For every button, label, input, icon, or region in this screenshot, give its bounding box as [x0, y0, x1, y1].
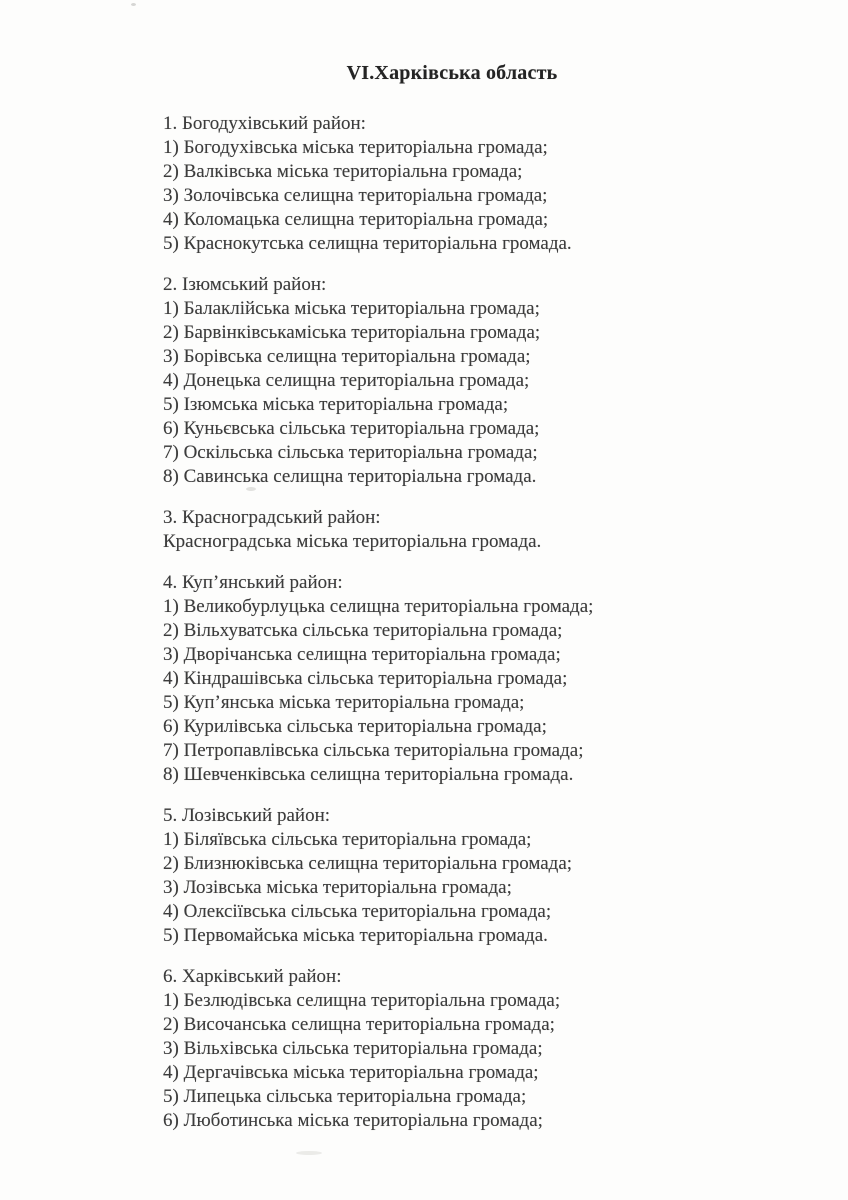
community-item: 7) Оскільська сільська територіальна громада; — [163, 442, 538, 463]
sections-container — [163, 112, 808, 1133]
district-heading: 4. Куп’янський район: — [163, 572, 343, 593]
community-item: 5) Куп’янська міська територіальна громада; — [163, 692, 525, 713]
community-item: 3) Лозівська міська територіальна громада; — [163, 877, 512, 898]
district-section — [163, 571, 808, 787]
district-section — [163, 965, 808, 1133]
community-item: 2) Валківська міська територіальна громада; — [163, 161, 523, 182]
community-item: 1) Біляївська сільська територіальна громада; — [163, 829, 532, 850]
community-item: 2) Вільхуватська сільська територіальна громада; — [163, 620, 563, 641]
community-item: 3) Золочівська селищна територіальна громада; — [163, 185, 548, 206]
district-heading: 3. Красноградський район: — [163, 507, 381, 528]
district-section — [163, 804, 808, 948]
community-item: 1) Балаклійська міська територіальна громада; — [163, 298, 540, 319]
district-section — [163, 273, 808, 489]
community-item: 1) Великобурлуцька селищна територіальна громада; — [163, 596, 594, 617]
community-item: 2) Височанська селищна територіальна громада; — [163, 1014, 555, 1035]
district-heading: 1. Богодухівський район: — [163, 113, 366, 134]
community-item: 1) Безлюдівська селищна територіальна громада; — [163, 990, 561, 1011]
community-item: 2) Барвінківськаміська територіальна громада; — [163, 322, 541, 343]
community-item: 7) Петропавлівська сільська територіальна громада; — [163, 740, 584, 761]
community-item: Красноградська міська територіальна громада. — [163, 531, 542, 552]
community-item: 4) Кіндрашівська сільська територіальна громада; — [163, 668, 568, 689]
community-item: 1) Богодухівська міська територіальна громада; — [163, 137, 548, 158]
community-item: 2) Близнюківська селищна територіальна громада; — [163, 853, 573, 874]
district-heading: 6. Харківський район: — [163, 966, 342, 987]
scan-artifact — [296, 1151, 322, 1155]
page-title: VI.Харківська область — [346, 62, 558, 84]
community-item: 5) Ізюмська міська територіальна громада; — [163, 394, 509, 415]
community-item: 8) Савинська селищна територіальна громада. — [163, 466, 537, 487]
community-item: 5) Липецька сільська територіальна громада; — [163, 1086, 527, 1107]
community-item: 3) Борівська селищна територіальна громада; — [163, 346, 531, 367]
community-item: 8) Шевченківська селищна територіальна громада. — [163, 764, 574, 785]
community-item: 4) Коломацька селищна територіальна громада; — [163, 209, 549, 230]
community-item: 4) Донецька селищна територіальна громада; — [163, 370, 530, 391]
community-item: 3) Вільхівська сільська територіальна громада; — [163, 1038, 543, 1059]
community-item: 6) Люботинська міська територіальна громада; — [163, 1110, 543, 1131]
district-heading: 5. Лозівський район: — [163, 805, 331, 826]
community-item: 5) Первомайська міська територіальна громада. — [163, 925, 548, 946]
community-item: 4) Дергачівська міська територіальна громада; — [163, 1062, 539, 1083]
community-item: 4) Олексіївська сільська територіальна громада; — [163, 901, 552, 922]
community-item: 6) Курилівська сільська територіальна громада; — [163, 716, 547, 737]
community-item: 5) Краснокутська селищна територіальна громада. — [163, 233, 572, 254]
community-item: 3) Дворічанська селищна територіальна громада; — [163, 644, 561, 665]
district-section — [163, 506, 808, 554]
district-heading: 2. Ізюмський район: — [163, 274, 327, 295]
community-item: 6) Куньєвська сільська територіальна громада; — [163, 418, 540, 439]
district-section — [163, 112, 808, 256]
scan-artifact — [131, 3, 136, 6]
